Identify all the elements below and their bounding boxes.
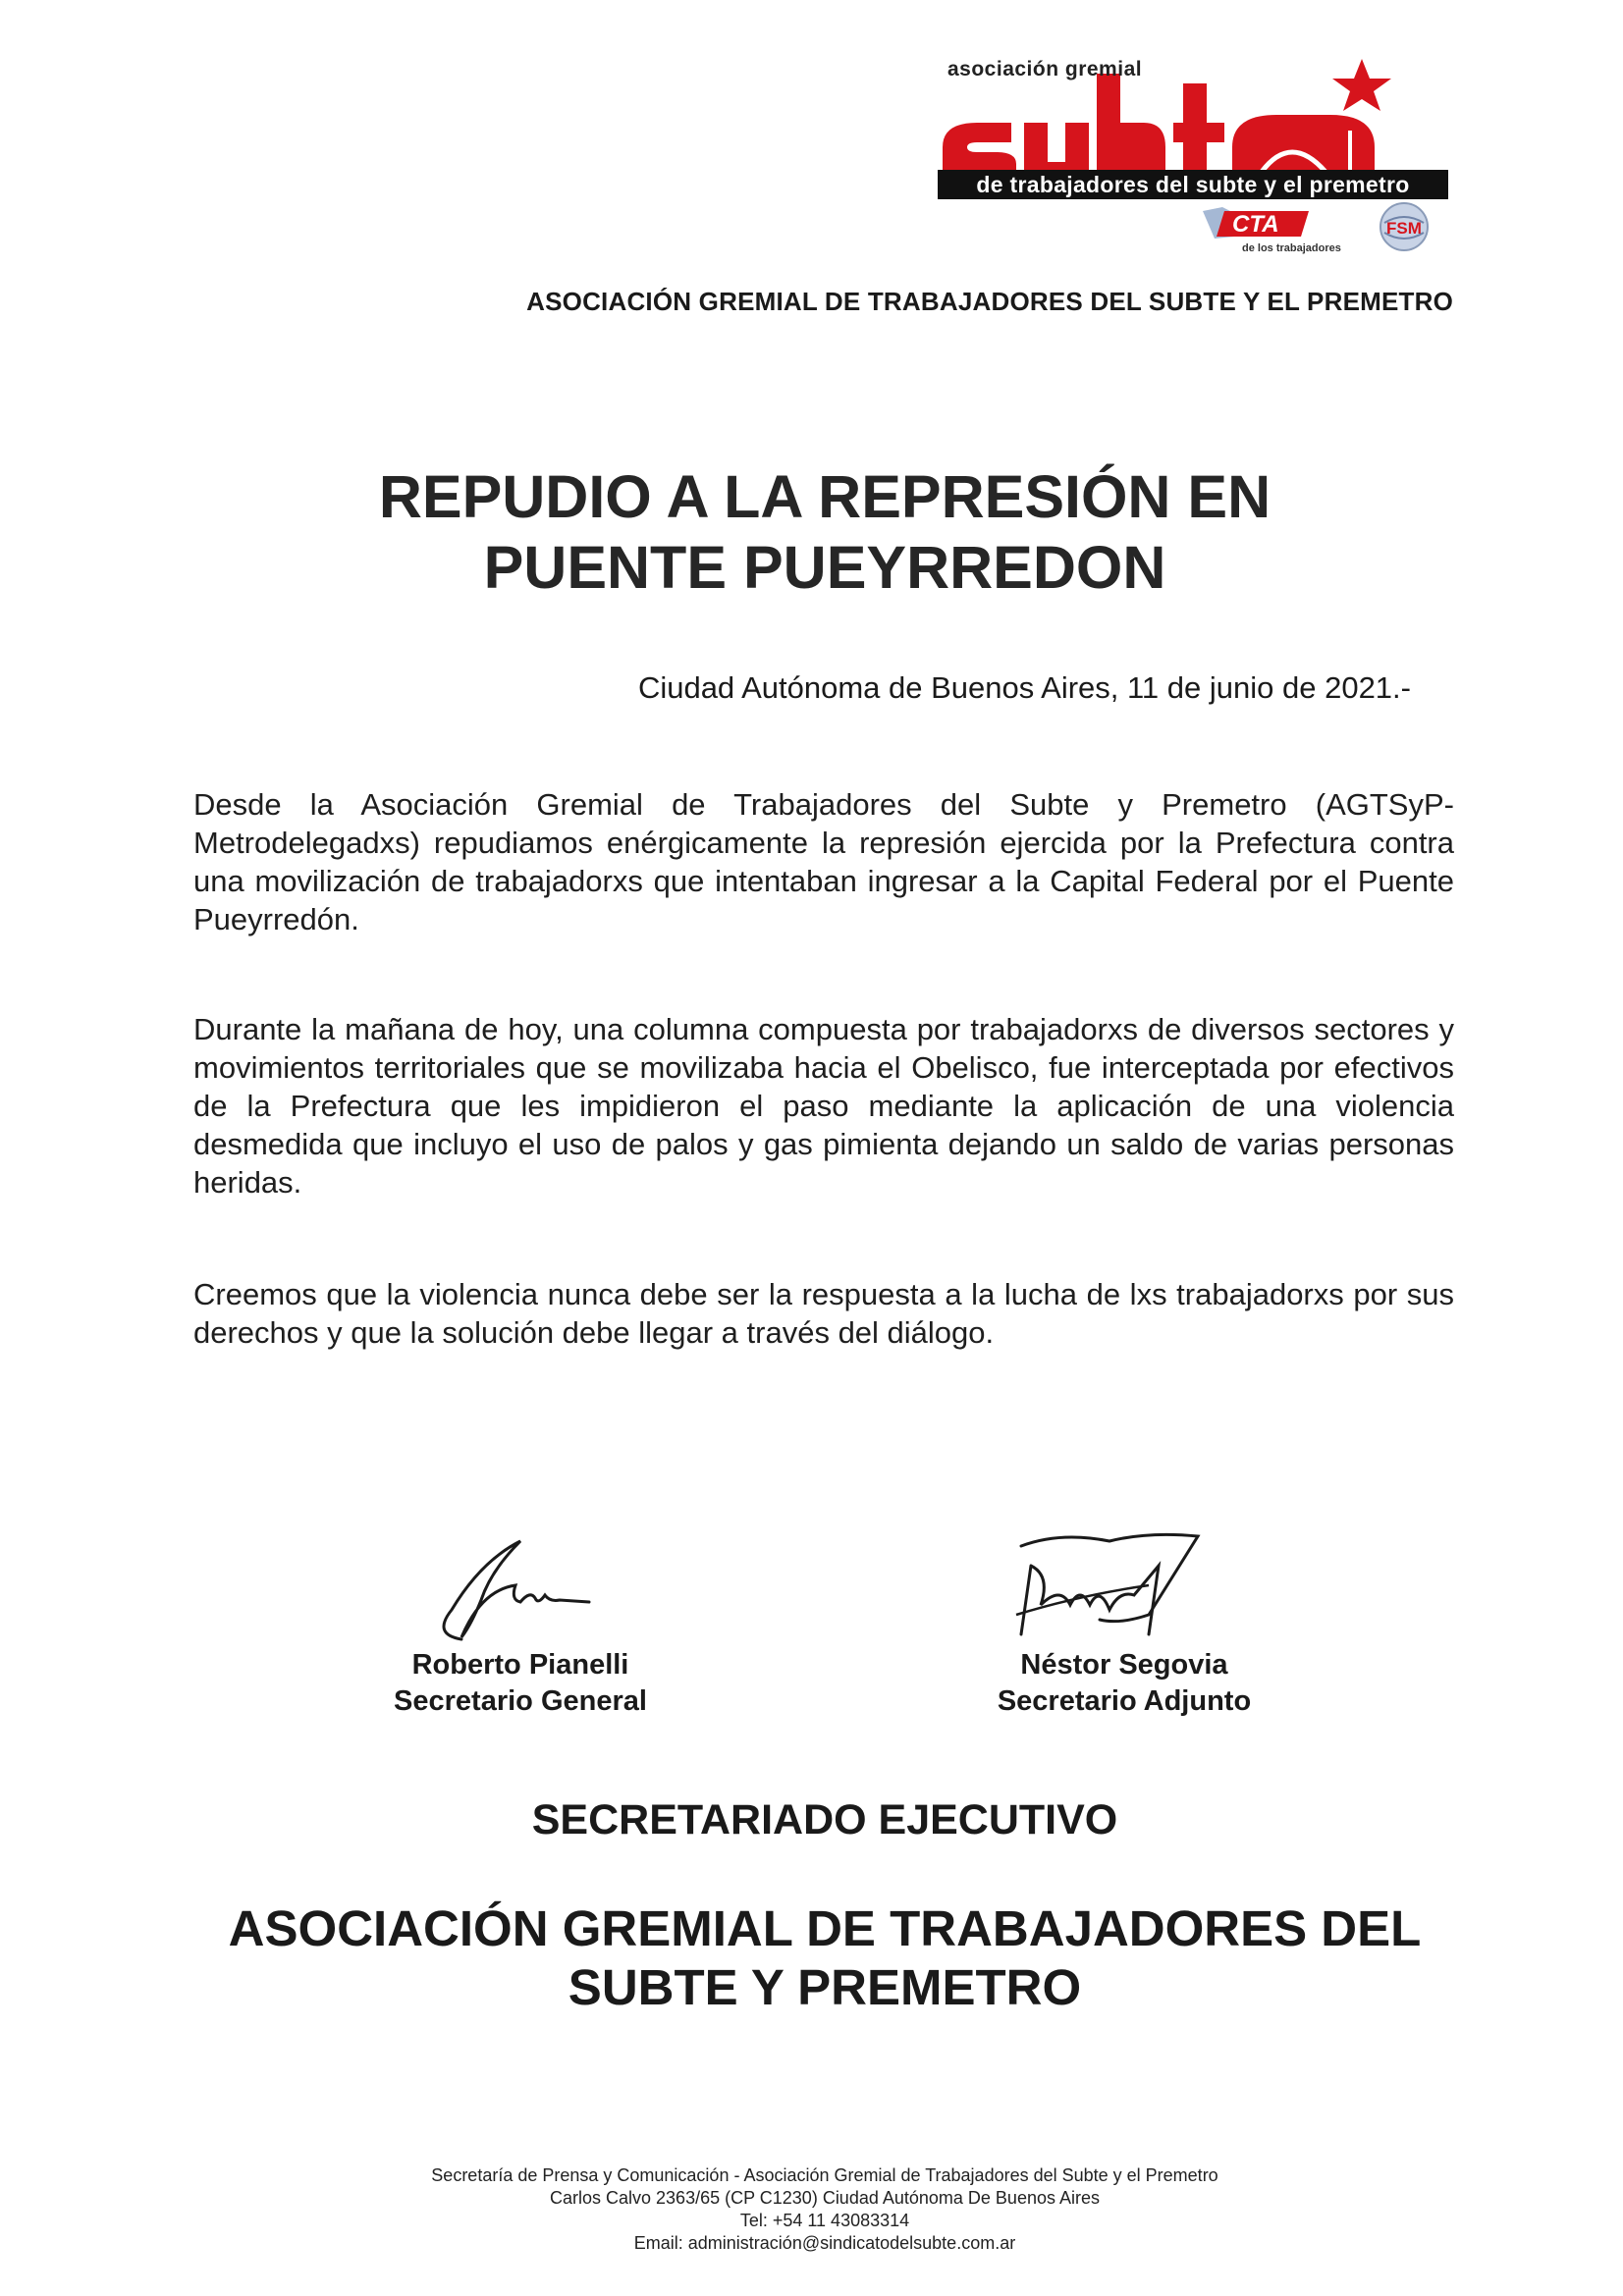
signature-right-image — [1001, 1526, 1217, 1654]
signatory-left-name: Roberto Pianelli — [411, 1649, 629, 1681]
signatory-right-role: Secretario Adjunto — [997, 1685, 1252, 1717]
footer-line-3: Tel: +54 11 43083314 — [739, 2211, 910, 2230]
cta-text: CTA — [1232, 211, 1279, 238]
closing-org-line-2: SUBTE Y PREMETRO — [568, 1959, 1082, 2015]
cta-subtitle: de los trabajadores — [1242, 242, 1341, 254]
fsm-text: FSM — [1386, 219, 1422, 238]
logo-band-text: de trabajadores del subte y el premetro — [938, 170, 1448, 199]
org-header: ASOCIACIÓN GREMIAL DE TRABAJADORES DEL SUBTE Y EL PREMETRO — [526, 287, 1453, 316]
dateline: Ciudad Autónoma de Buenos Aires, 11 de junio de 2021.- — [637, 670, 1411, 705]
logo-small-title: asociación gremial — [947, 58, 1143, 80]
footer-line-4: Email: administración@sindicatodelsubte.com.ar — [633, 2233, 1016, 2253]
signature-left-image — [422, 1531, 599, 1649]
footer-line-2: Carlos Calvo 2363/65 (CP C1230) Ciudad Autónoma De Buenos Aires — [550, 2188, 1100, 2208]
fsm-globe-logo — [1375, 201, 1434, 252]
footer-line-1: Secretaría de Prensa y Comunicación - Asociación Gremial de Trabajadores del Subte y el Premetro — [431, 2165, 1218, 2185]
signatory-right — [972, 1647, 1276, 1720]
closing-org-name — [0, 1899, 1623, 2017]
closing-org-line-1: ASOCIACIÓN GREMIAL DE TRABAJADORES DEL — [228, 1900, 1422, 1956]
document-title — [0, 461, 1623, 603]
title-line-1: REPUDIO A LA REPRESIÓN EN — [378, 463, 1271, 530]
signatory-right-name: Néstor Segovia — [1020, 1649, 1228, 1681]
union-logo — [938, 54, 1448, 260]
body-paragraph-3: Creemos que la violencia nunca debe ser la respuesta a la lucha de lxs trabajadorxs por sus derechos y que la solución debe llegar a través del diálogo. — [193, 1277, 1454, 1350]
footer — [0, 2164, 1623, 2255]
body-paragraph-1: Desde la Asociación Gremial de Trabajadores del Subte y Premetro (AGTSyP-Metrodelegadxs) repudiamos enérgicamente la represión ejercida por la Prefectura contra una movilización de trabajadorxs que intentaban ingresar a la Capital Federal por el Puente Pueyrredón. — [193, 787, 1454, 936]
signatory-left-role: Secretario General — [394, 1685, 647, 1717]
secretariado-heading: SECRETARIADO EJECUTIVO — [531, 1796, 1118, 1843]
signatory-left — [373, 1647, 668, 1720]
title-line-2: PUENTE PUEYRREDON — [483, 534, 1166, 601]
body-paragraph-2: Durante la mañana de hoy, una columna compuesta por trabajadorxs de diversos sectores y movimientos territoriales que se movilizaba hacia el Obelisco, fue interceptada por efectivos de la Prefectura que les impidieron el paso mediante la aplicación de una violencia desmedida que incluyo el uso de palos y gas pimienta dejando un saldo de varias personas heridas. — [193, 1012, 1454, 1200]
